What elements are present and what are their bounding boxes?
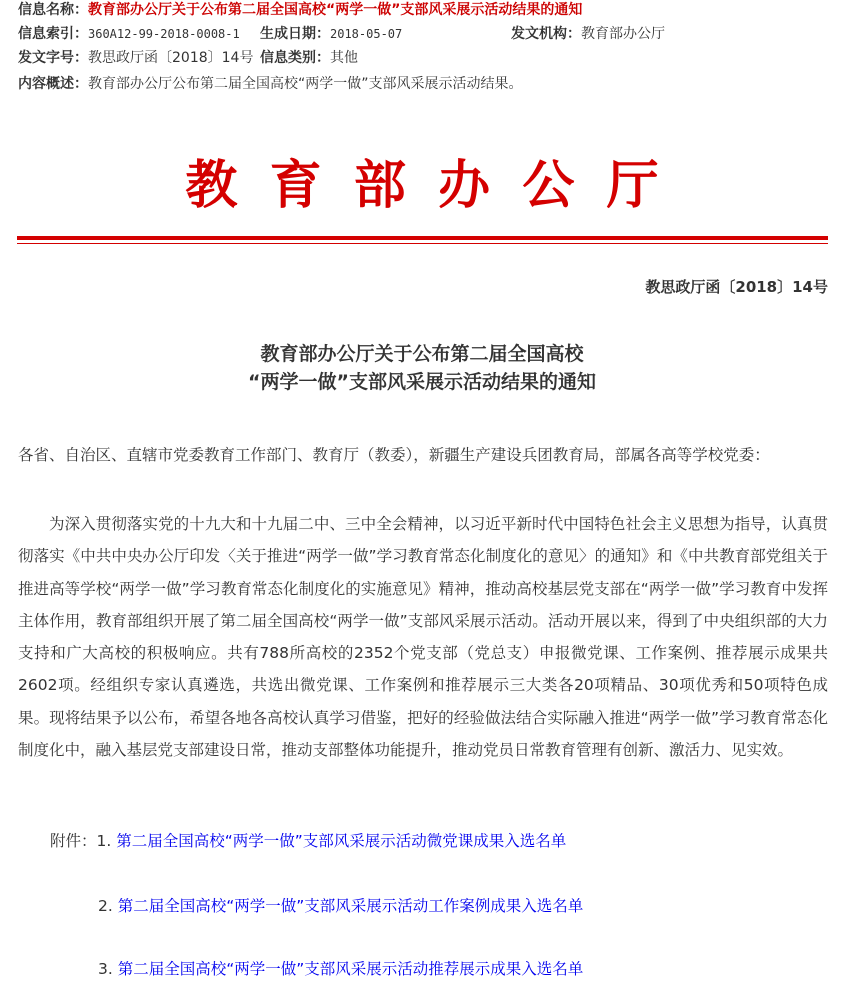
meta-date-value: 2018-05-07 xyxy=(330,27,403,41)
addressee: 各省、自治区、直辖市党委教育工作部门、教育厅（教委），新疆生产建设兵团教育局，部属各高等学校党委： xyxy=(18,446,770,464)
document-title-line-1: 教育部办公厅关于公布第二届全国高校 xyxy=(260,343,584,365)
meta-issuer-value: 教育部办公厅 xyxy=(581,26,665,42)
meta-summary-label: 内容概述： xyxy=(18,76,88,92)
masthead-rule-thick xyxy=(17,236,828,240)
attachment-link-3[interactable]: 第二届全国高校“两学一做”支部风采展示活动推荐展示成果入选名单 xyxy=(117,960,584,978)
meta-name-label: 信息名称： xyxy=(18,2,88,18)
meta-category-label: 信息类别： xyxy=(260,50,330,66)
attachment-item-1 xyxy=(50,829,566,851)
masthead-title: 教育部办公厅 xyxy=(185,155,691,216)
attachment-number: 3. xyxy=(98,960,118,978)
meta-date-label: 生成日期： xyxy=(260,26,330,42)
meta-index-label: 信息索引： xyxy=(18,26,88,42)
meta-category-value: 其他 xyxy=(330,50,358,66)
meta-row-docno xyxy=(18,48,253,68)
attachment-link-2[interactable]: 第二届全国高校“两学一做”支部风采展示活动工作案例成果入选名单 xyxy=(117,897,584,915)
meta-docno-label: 发文字号： xyxy=(18,50,88,66)
document-title-line-2: “两学一做”支部风采展示活动结果的通知 xyxy=(248,371,596,393)
meta-issuer-label: 发文机构： xyxy=(511,26,581,42)
document-title xyxy=(0,340,844,396)
body-paragraph: 为深入贯彻落实党的十九大和十九届二中、三中全会精神，以习近平新时代中国特色社会主义思想为指导，认真贯彻落实《中共中央办公厅印发〈关于推进“两学一做”学习教育常态化制度化的意见〉的通知》和《中共教育部党组关于推进高等学校“两学一做”学习教育常态化制度化的实施意见》精神，推动高校基层党支部在“两学一做”学习教育中发挥主体作用，教育部组织开展了第二届全国高校“两学一做”支部风采展示活动。活动开展以来，得到了中央组织部的大力支持和广大高校的积极响应。共有788所高校的2352个党支部（党总支）申报微党课、工作案例、推荐展示成果共2602项。经组织专家认真遴选，共选出微党课、工作案例和推荐展示三大类各20项精品、30项优秀和50项特色成果。现将结果予以公布，希望各地各高校认真学习借鉴，把好的经验做法结合实际融入推进“两学一做”学习教育常态化制度化中，融入基层党支部建设日常，推动支部整体功能提升，推动党员日常教育管理有创新、激活力、见实效。 xyxy=(18,515,828,760)
meta-name-value: 教育部办公厅关于公布第二届全国高校“两学一做”支部风采展示活动结果的通知 xyxy=(88,2,583,18)
meta-summary-value: 教育部办公厅公布第二届全国高校“两学一做”支部风采展示活动结果。 xyxy=(88,76,523,92)
meta-row-summary xyxy=(18,74,523,94)
meta-row-name xyxy=(18,0,582,20)
meta-date xyxy=(260,24,402,44)
meta-category xyxy=(260,48,358,68)
meta-index-value: 360A12-99-2018-0008-1 xyxy=(88,27,240,41)
meta-issuer xyxy=(511,24,665,44)
meta-docno-value: 教思政厅函〔2018〕14号 xyxy=(88,50,254,66)
attachment-item-2 xyxy=(98,894,583,916)
attachment-number: 2. xyxy=(98,897,118,915)
attachment-number: 1. xyxy=(96,832,117,850)
masthead-rule-thin xyxy=(17,243,828,244)
document-number: 教思政厅函〔2018〕14号 xyxy=(645,278,828,296)
attachments-label: 附件： xyxy=(50,832,97,850)
attachment-item-3 xyxy=(98,957,583,979)
attachment-link-1[interactable]: 第二届全国高校“两学一做”支部风采展示活动微党课成果入选名单 xyxy=(116,832,567,850)
